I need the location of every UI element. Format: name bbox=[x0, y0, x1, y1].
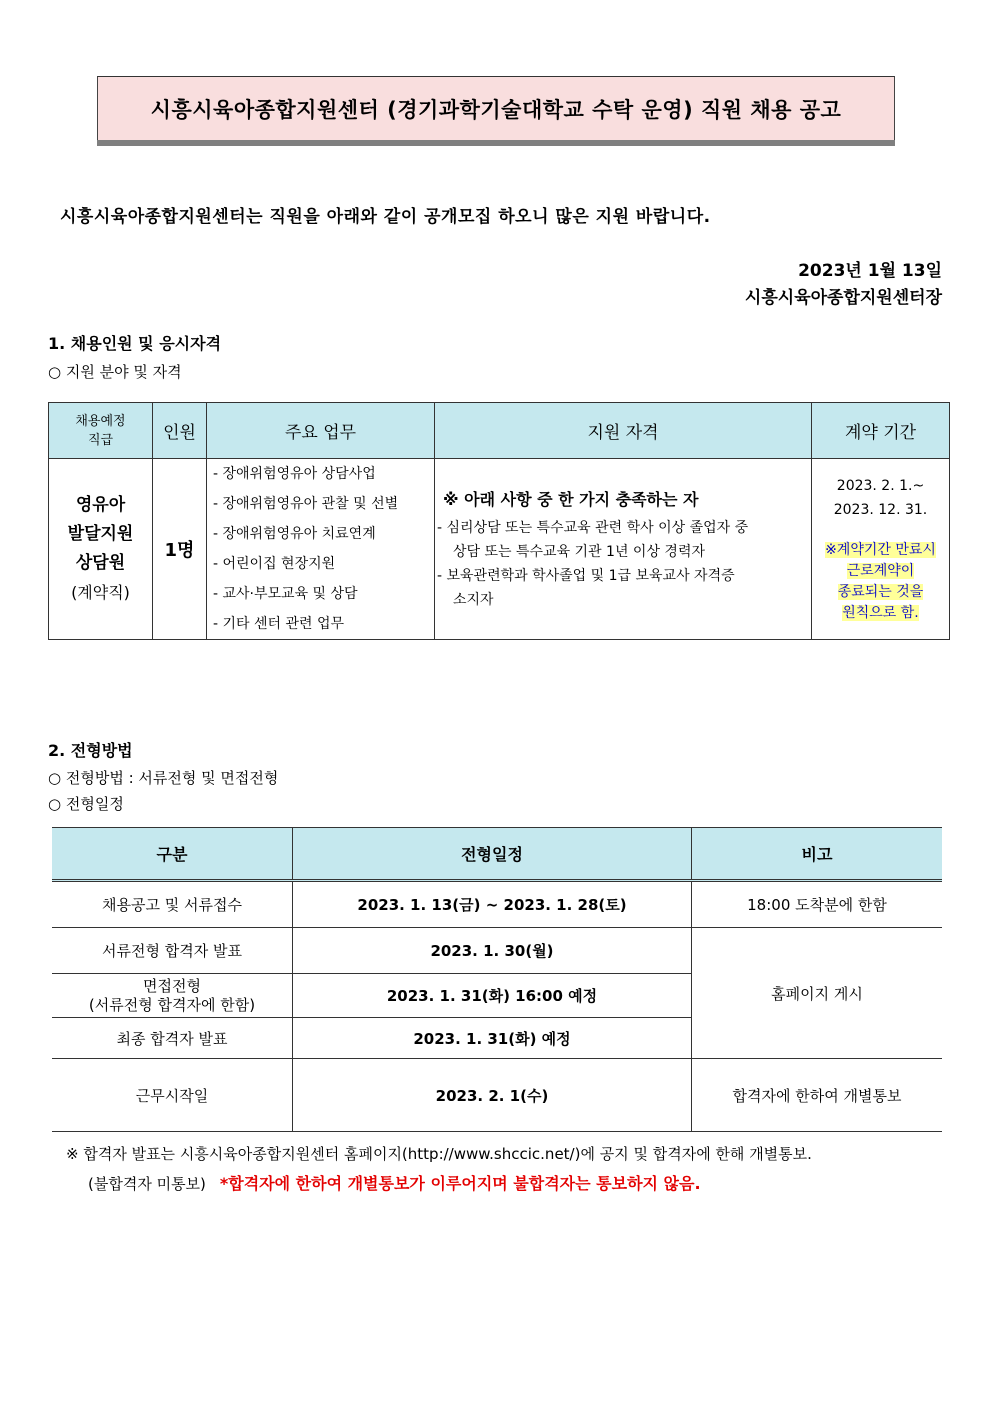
header-term: 계약 기간 bbox=[812, 403, 950, 459]
position-cell: 영유아 발달지원 상담원 (계약직) bbox=[49, 459, 153, 640]
schedule-note: 홈페이지 게시 bbox=[692, 928, 943, 1059]
schedule-date: 2023. 1. 13(금) ~ 2023. 1. 28(토) bbox=[293, 881, 692, 928]
duty-item: - 어린이집 현장지원 bbox=[213, 556, 336, 572]
duty-item: - 장애위험영유아 상담사업 bbox=[213, 466, 376, 482]
schedule-label: 근무시작일 bbox=[52, 1059, 293, 1132]
schedule-label: 면접전형 (서류전형 합격자에 한함) bbox=[52, 974, 293, 1018]
notice-date: 2023년 1월 13일 bbox=[798, 261, 942, 281]
intro-text: 시흥시육아종합지원센터는 직원을 아래와 같이 공개모집 하오니 많은 지원 바랍니다. bbox=[60, 207, 711, 227]
title-shadow bbox=[97, 140, 895, 146]
duties-cell bbox=[207, 459, 435, 640]
schedule-label: 서류전형 합격자 발표 bbox=[52, 928, 293, 974]
header-schedule: 전형일정 bbox=[293, 828, 692, 881]
footnote-line2: (불합격자 미통보) *합격자에 한하여 개별통보가 이루어지며 불합격자는 통보하지 않음. bbox=[88, 1174, 701, 1193]
duty-item: - 교사·부모교육 및 상담 bbox=[213, 586, 358, 602]
header-quals: 지원 자격 bbox=[435, 403, 812, 459]
schedule-label: 채용공고 및 서류접수 bbox=[52, 881, 293, 928]
schedule-date: 2023. 1. 31(화) 16:00 예정 bbox=[293, 974, 692, 1018]
section1-subheading: ○ 지원 분야 및 자격 bbox=[48, 363, 182, 381]
term-note: ※계약기간 만료시 근로계약이 종료되는 것을 원칙으로 함. bbox=[825, 542, 936, 621]
section1-heading: 1. 채용인원 및 응시자격 bbox=[48, 334, 222, 353]
schedule-note: 18:00 도착분에 한함 bbox=[692, 881, 943, 928]
header-note: 비고 bbox=[692, 828, 943, 881]
schedule-row bbox=[52, 881, 942, 928]
section2-subheading-schedule: ○ 전형일정 bbox=[48, 795, 124, 813]
footnote-warning: *합격자에 한하여 개별통보가 이루어지며 불합격자는 통보하지 않음. bbox=[219, 1174, 701, 1193]
duty-item: - 장애위험영유아 치료연계 bbox=[213, 526, 376, 542]
recruitment-row bbox=[49, 459, 950, 640]
header-position: 채용예정 직급 bbox=[49, 403, 153, 459]
duty-item: - 기타 센터 관련 업무 bbox=[213, 616, 345, 632]
schedule-note: 합격자에 한하여 개별통보 bbox=[692, 1059, 943, 1132]
quals-heading: ※ 아래 사항 중 한 가지 충족하는 자 bbox=[443, 490, 699, 509]
schedule-row bbox=[52, 928, 942, 974]
quals-cell bbox=[435, 459, 812, 640]
issuer: 시흥시육아종합지원센터장 bbox=[744, 288, 942, 308]
header-category: 구분 bbox=[52, 828, 293, 881]
schedule-header-row bbox=[52, 828, 942, 881]
header-count: 인원 bbox=[153, 403, 207, 459]
qual-item: - 보육관련학과 학사졸업 및 1급 보육교사 자격증 소지자 bbox=[437, 568, 735, 608]
page-title: 시흥시육아종합지원센터 (경기과학기술대학교 수탁 운영) 직원 채용 공고 bbox=[97, 76, 895, 140]
term-cell bbox=[812, 459, 950, 640]
section2-subheading-method: ○ 전형방법 : 서류전형 및 면접전형 bbox=[48, 769, 279, 787]
schedule-date: 2023. 1. 30(월) bbox=[293, 928, 692, 974]
term-dates: 2023. 2. 1.~ 2023. 12. 31. bbox=[833, 478, 928, 518]
count-cell: 1명 bbox=[153, 459, 207, 640]
footnote-line1: ※ 합격자 발표는 시흥시육아종합지원센터 홈페이지(http://www.shccic.net/)에 공지 및 합격자에 한해 개별통보. bbox=[66, 1145, 812, 1163]
schedule-row bbox=[52, 1059, 942, 1132]
schedule-date: 2023. 1. 31(화) 예정 bbox=[293, 1018, 692, 1059]
qual-item: - 심리상담 또는 특수교육 관련 학사 이상 졸업자 중 상담 또는 특수교육 기관 1년 이상 경력자 bbox=[437, 520, 749, 560]
duty-item: - 장애위험영유아 관찰 및 선별 bbox=[213, 496, 399, 512]
section2-heading: 2. 전형방법 bbox=[48, 741, 133, 760]
schedule-label: 최종 합격자 발표 bbox=[52, 1018, 293, 1059]
recruitment-table bbox=[48, 402, 950, 640]
schedule-table bbox=[52, 827, 942, 1132]
recruitment-header-row bbox=[49, 403, 950, 459]
header-duties: 주요 업무 bbox=[207, 403, 435, 459]
schedule-date: 2023. 2. 1(수) bbox=[293, 1059, 692, 1132]
